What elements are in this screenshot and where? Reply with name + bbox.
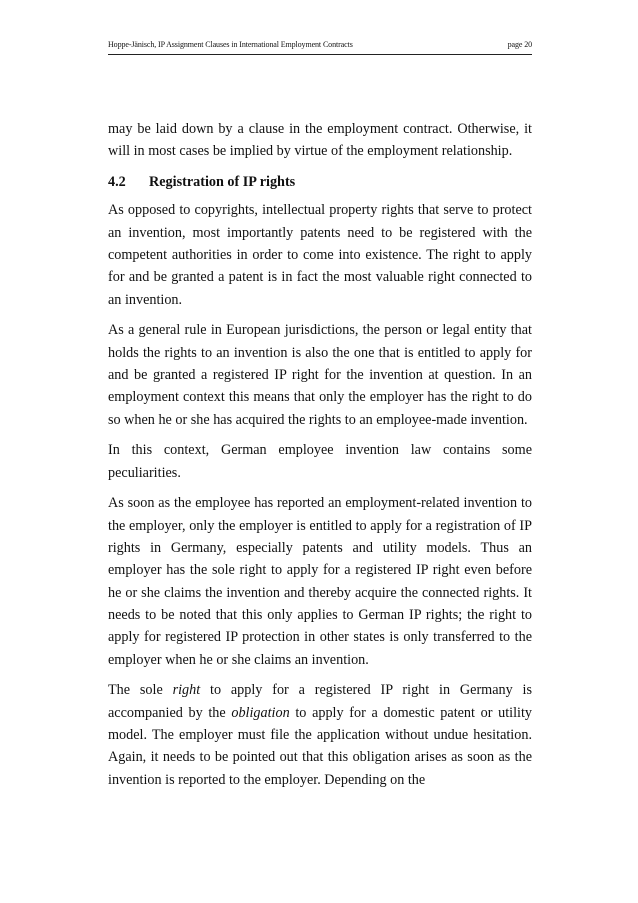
paragraph: As soon as the employee has reported an employment-related invention to the employer, only the employer is entitled to apply for a registration of IP rights in Germany, especially patents and utility models. Thus an employer has the sole right to apply for a registered IP right even before he or she claims the invention and thereby acquire the connected rights. It needs to be noted that this only applies to German IP rights; the right to apply for registered IP protection in other states is only transferred to the employer when he or she claims an invention.	[108, 495, 532, 668]
paragraph: As opposed to copyrights, intellectual property rights that serve to protect an invention, most importantly patents need to be registered with the competent authorities in order to come into existence. The right to apply for and be granted a patent is in fact the most valuable right connected to an invention.	[108, 202, 532, 308]
running-title: Hoppe-Jänisch, IP Assignment Clauses in International Employment Contracts	[108, 40, 353, 49]
paragraph-last	[108, 679, 532, 790]
section-title: Registration of IP rights	[149, 174, 296, 191]
text-run: to apply for a domestic patent or utility model. The employer must file the application without undue hesitation. Again, it needs to be pointed out that this obligation arises as soon as the invention is reported to the employer. Depending on the	[108, 704, 533, 788]
text-run: The sole	[108, 682, 173, 699]
section-heading	[108, 171, 532, 193]
page-number: page 20	[507, 40, 532, 49]
paragraph: As a general rule in European jurisdictions, the person or legal entity that holds the rights to an invention is also the one that is entitled to apply for and be granted a registered IP right for the invention at question. In an employment context this means that only the employer has the right to do so when he or she has acquired the rights to an employee-made invention.	[108, 322, 532, 428]
paragraph: In this context, German employee invention law contains some peculiarities.	[108, 442, 532, 481]
emphasis-obligation: obligation	[231, 704, 290, 721]
section-number: 4.2	[108, 174, 126, 191]
running-header	[108, 40, 532, 55]
body-text	[108, 118, 532, 799]
paragraph-continued: may be laid down by a clause in the employment contract. Otherwise, it will in most cases be implied by virtue of the employment relationship.	[108, 121, 532, 160]
emphasis-right: right	[172, 682, 201, 699]
text-run: to apply for a registered IP right in Germany is accompanied by the	[108, 682, 532, 721]
